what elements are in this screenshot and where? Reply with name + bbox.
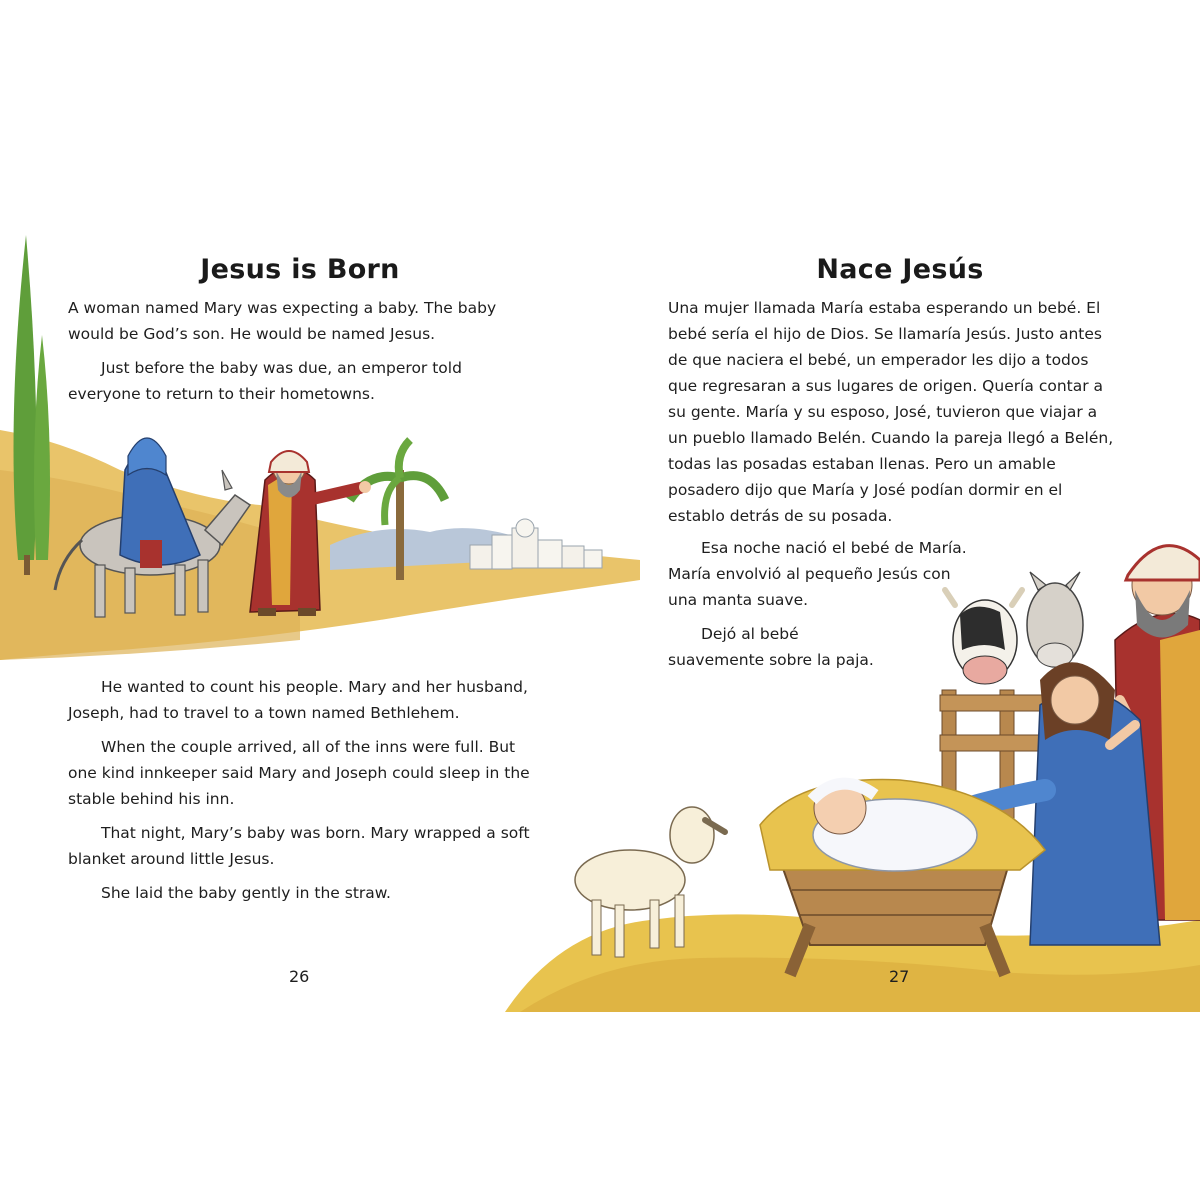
left-paragraph-6: She laid the baby gently in the straw. bbox=[101, 884, 391, 902]
left-paragraph-1: A woman named Mary was expecting a baby. The baby would be God’s son. He would be named Jesus. bbox=[68, 299, 497, 343]
right-paragraph-1: Una mujer llamada María estaba esperando un bebé. El bebé sería el hijo de Dios. Se llamaría Jesús. Justo antes de que naciera el bebé, un emperador les dijo a todos que regresaran a sus lugares de origen. Quería contar a su gente. María y su esposo, José, tuvieron que viajar a un pueblo llamado Belén. Cuando la pareja llegó a Belén, todas las posadas estaban llenas. Pero un amable posadero dijo que María y José podían dormir en el establo detrás de su posada. bbox=[668, 299, 1114, 525]
left-page-title: Jesus is Born bbox=[200, 254, 400, 285]
cypress-tree bbox=[14, 235, 37, 560]
left-paragraph-3: He wanted to count his people. Mary and her husband, Joseph, had to travel to a town named Bethlehem. bbox=[68, 678, 528, 722]
right-paragraph-3: Dejó al bebé suavemente sobre la paja. bbox=[668, 625, 874, 669]
left-paragraph-4: When the couple arrived, all of the inns were full. But one kind innkeeper said Mary and Joseph could sleep in the stable behind his inn. bbox=[68, 738, 530, 808]
right-text-lower bbox=[668, 535, 968, 681]
right-page-title: Nace Jesús bbox=[816, 254, 984, 285]
left-page-number: 26 bbox=[289, 967, 310, 986]
right-paragraph-2: Esa noche nació el bebé de María. María envolvió al pequeño Jesús con una manta suave. bbox=[668, 539, 967, 609]
donkey-head bbox=[1027, 572, 1083, 667]
cypress-tree bbox=[34, 335, 50, 560]
left-text-top bbox=[68, 295, 508, 415]
right-page-number: 27 bbox=[889, 967, 910, 986]
left-text-bottom bbox=[68, 674, 538, 914]
left-paragraph-5: That night, Mary’s baby was born. Mary wrapped a soft blanket around little Jesus. bbox=[68, 824, 530, 868]
right-text-main bbox=[668, 295, 1118, 537]
left-paragraph-2: Just before the baby was due, an emperor told everyone to return to their hometowns. bbox=[68, 359, 462, 403]
